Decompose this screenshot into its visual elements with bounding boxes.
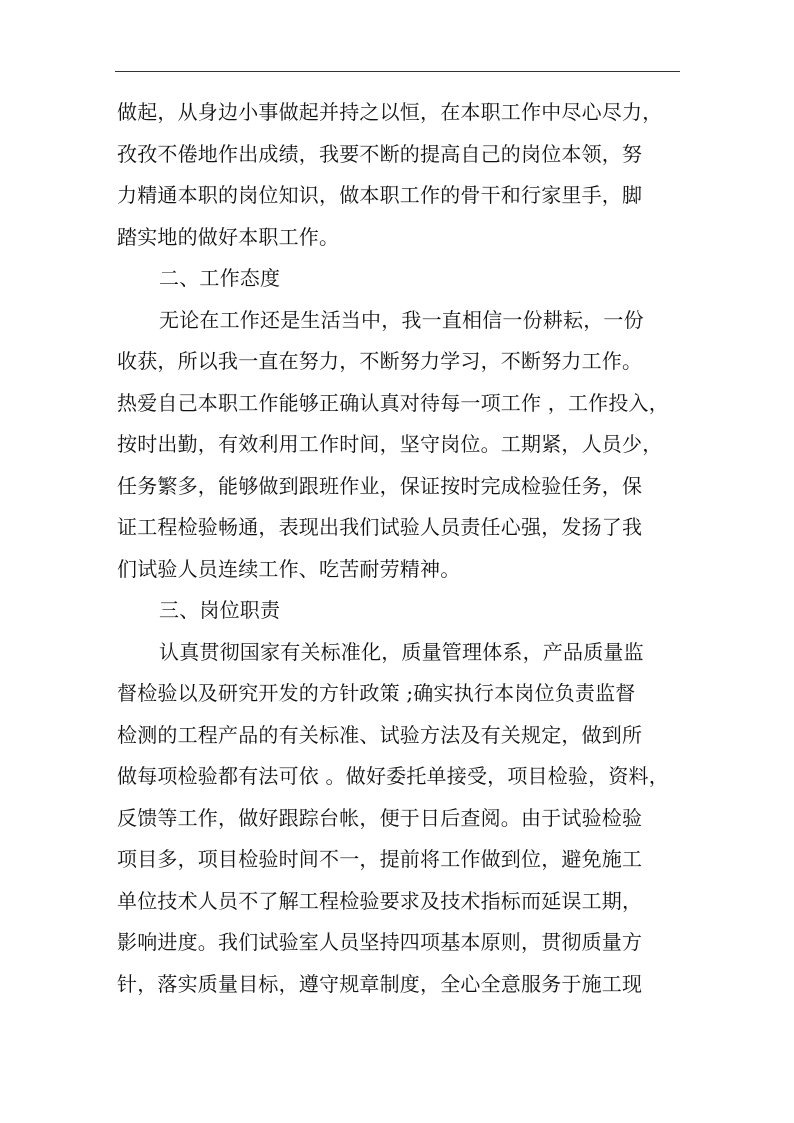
text-line: 证工程检验畅通，表现出我们试验人员责任心强，发扬了我 [117,515,643,539]
text-line: 单位技术人员不了解工程检验要求及技术指标而延误工期， [117,888,643,913]
text-line: 孜孜不倦地作出成绩，我要不断的提高自己的岗位本领，努 [117,141,643,166]
text-line: 们试验人员连续工作、吃苦耐劳精神。 [117,556,461,581]
header-rule [115,71,680,72]
document-body [117,92,697,1005]
text-line: 督检验以及研究开发的方针政策 ;确实执行本岗位负责监督 [117,681,636,705]
text-line: 检测的工程产品的有关标准、试验方法及有关规定，做到所 [117,722,643,747]
text-line: 按时出勤，有效利用工作时间，坚守岗位。工期紧，人员少， [117,432,663,456]
text-line: 反馈等工作，做好跟踪台帐，便于日后查阅。由于试验检验 [117,805,643,830]
text-line: 影响进度。我们试验室人员坚持四项基本原则，贯彻质量方 [117,930,643,954]
text-line: 踏实地的做好本职工作。 [117,224,340,249]
section-heading-job-duties: 三、岗位职责 [159,598,281,622]
text-line: 做起，从身边小事做起并持之以恒，在本职工作中尽心尽力， [117,100,663,124]
section-heading-work-attitude: 二、工作态度 [159,266,281,290]
text-line: 任务繁多，能够做到跟班作业，保证按时完成检验任务，保 [117,473,643,498]
text-line: 热爱自己本职工作能够正确认真对待每一项工作 ，工作投入， [117,390,669,415]
text-line: 力精通本职的岗位知识，做本职工作的骨干和行家里手，脚 [117,183,643,207]
text-line: 项目多，项目检验时间不一，提前将工作做到位，避免施工 [117,847,643,871]
text-line: 无论在工作还是生活当中，我一直相信一份耕耘，一份 [159,307,644,332]
text-line: 针，落实质量目标，遵守规章制度，全心全意服务于施工现 [117,971,643,996]
text-line: 收获，所以我一直在努力，不断努力学习，不断努力工作。 [117,349,643,373]
text-line: 认真贯彻国家有关标准化，质量管理体系，产品质量监 [159,639,644,664]
text-line: 做每项检验都有法可依 。做好委托单接受，项目检验，资料， [117,764,669,788]
